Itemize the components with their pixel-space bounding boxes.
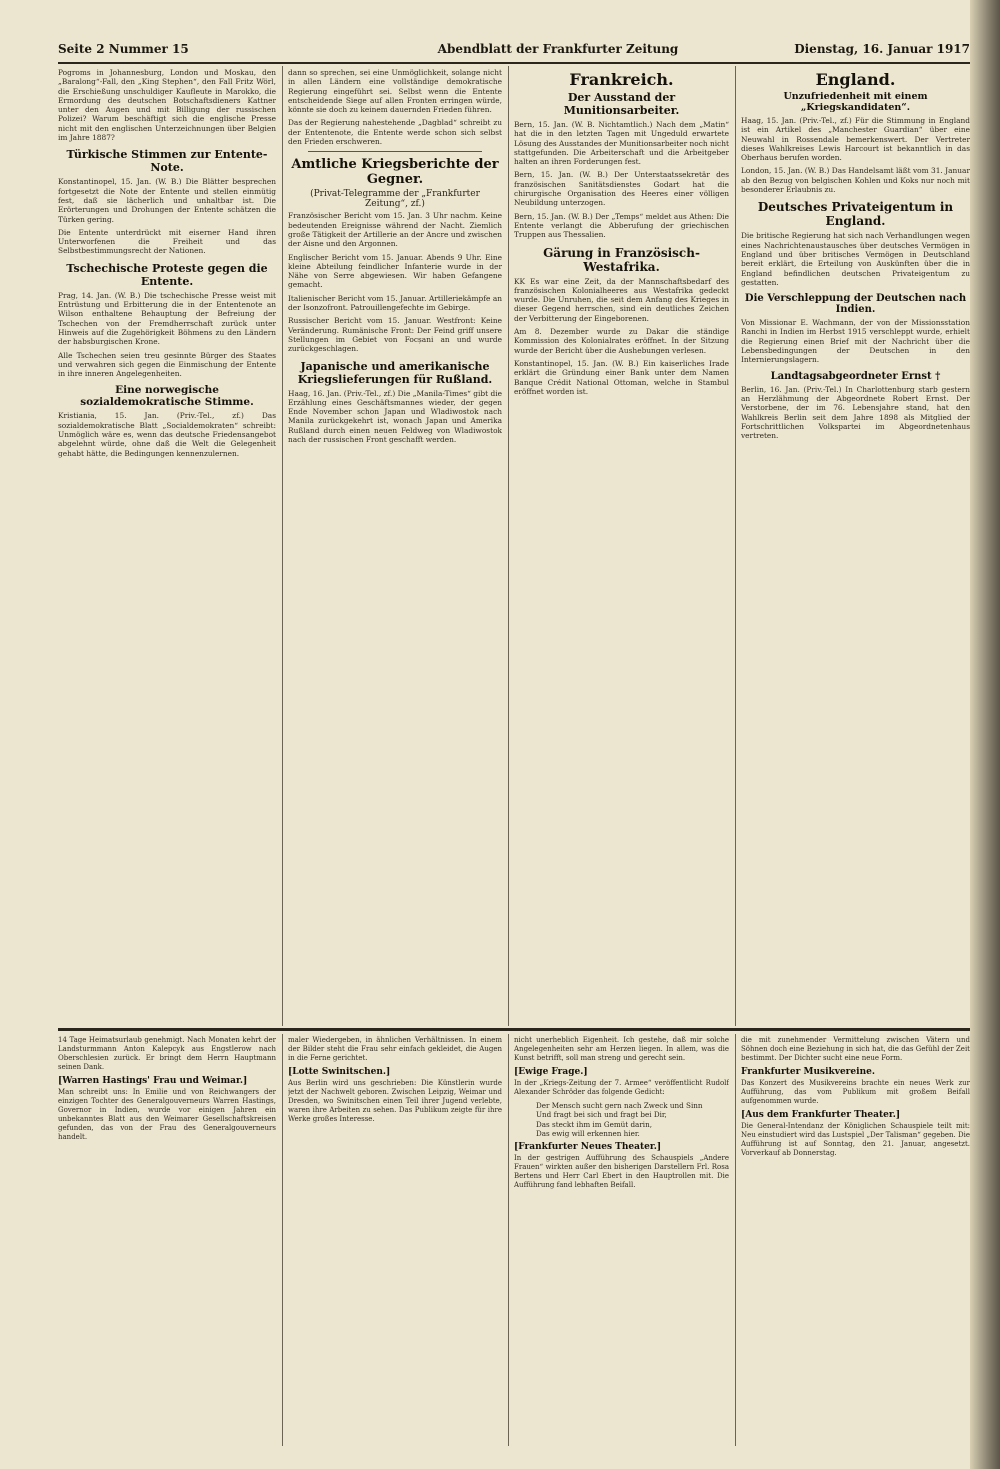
article-text: Aus Berlin wird uns geschrieben: Die Künstlerin wurde jetzt der Nachwelt geboren. Zwischen Leipzig, Weimar und Dresden, wo Swinitschen einen Teil ihrer Jugend verlebte, waren ihre Arbeiten zu sehen. Das Publikum zeigte für ihre Werke großes Interesse. <box>288 1079 502 1123</box>
article-text: Die General-Intendanz der Königlichen Schauspiele teilt mit: Neu einstudiert wird das Lustspiel „Der Talisman“ gegeben. Die Aufführung ist auf Sonntag, den 21. Januar, angesetzt. Vorverkauf ab Donnerstag. <box>741 1122 970 1157</box>
article-headline: Landtagsabgeordneter Ernst † <box>770 370 941 382</box>
feuilleton-column-3 <box>514 1036 729 1446</box>
article-text: Haag, 16. Jan. (Priv.-Tel., zf.) Die „Manila-Times“ gibt die Erzählung eines Geschäftsmannes wieder, der gegen Ende November schon Japan und Wladiwostok nach Manila zurückgekehrt ist, wonach Japan und Amerika Rußland durch einen neuen Feldweg von Wladiwostok nach der russischen Front geschafft werden. <box>288 388 502 445</box>
article-headline: [Warren Hastings' Frau und Weimar.] <box>58 1076 248 1086</box>
section-headline: Frankreich. <box>569 70 674 89</box>
article-headline: Türkische Stimmen zur Entente-Note. <box>66 148 268 175</box>
article-text: In der gestrigen Aufführung des Schauspiels „Andere Frauen“ wirkten außer den bisherigen Darstellern Frl. Rosa Bertens und Herr Carl Ebert in den Hauptrollen mit. Die Aufführung fand lebhaften Beifall. <box>514 1154 729 1190</box>
article-text: Alle Tschechen seien treu gesinnte Bürger des Staates und verwahren sich gegen die Einmischung der Entente in ihre inneren Angelegenheiten. <box>58 350 276 379</box>
article-text: Italienischer Bericht vom 15. Januar. Artilleriekämpfe an der Isonzofront. Patrouillengefechte im Gebirge. <box>288 293 502 313</box>
article-headline: Eine norwegische sozialdemokratische Stimme. <box>80 384 254 409</box>
article-text: Russischer Bericht vom 15. Januar. Westfront: Keine Veränderung. Rumänische Front: Der Feind griff unsere Stellungen im Gebiet von Focșani an und wurde zurückgeschlagen. <box>288 316 502 354</box>
article-text: London, 15. Jan. (W. B.) Das Handelsamt läßt vom 31. Januar ab den Bezug von belgischen Kohlen und Koks nur noch mit besonderer Erlaubnis zu. <box>741 166 970 195</box>
issue-date: Dienstag, 16. Januar 1917 <box>794 42 970 56</box>
column-divider <box>508 66 509 1026</box>
article-text: Pogroms in Johannesburg, London und Moskau, den „Baralong“-Fall, den „King Stephen“, den Fall Fritz Wörl, die Erschießung unschuldiger Kaufleute in Marokko, die Ermordung des deutschen Botschaftsdieners Kattner unter den Augen und mit Billigung der russischen Polizei? Warum beschäftigt sich die englische Presse nicht mit den englischen Unterzeichnungen über Belgien im Jahre 1887? <box>58 68 276 143</box>
article-text: Berlin, 16. Jan. (Priv.-Tel.) In Charlottenburg starb gestern an Herzlähmung der Abgeordnete Robert Ernst. Der Verstorbene, der im 76. Lebensjahre stand, hat den Wahlkreis Berlin seit dem Jahre 1898 als Mitglied der Fortschrittlichen Volkspartei im Abgeordnetenhaus vertreten. <box>741 384 970 441</box>
column-divider <box>282 66 283 1026</box>
column-1 <box>58 68 276 1024</box>
column-2 <box>288 68 502 1024</box>
section-headline: England. <box>815 70 896 89</box>
header-rule <box>58 62 970 64</box>
article-text: maler Wiedergeben, in ähnlichen Verhältnissen. In einem der Bilder steht die Frau sehr einfach gekleidet, die Augen in die Ferne gerichtet. <box>288 1036 502 1062</box>
article-text: Die Entente unterdrückt mit eiserner Hand ihren Unterworfenen die Freiheit und das Selbstbestimmungsrecht der Nationen. <box>58 227 276 256</box>
article-headline: Gärung in Französisch-Westafrika. <box>543 245 700 274</box>
feuilleton-rule <box>58 1028 970 1031</box>
column-divider <box>735 1034 736 1446</box>
article-text: Konstantinopel, 15. Jan. (W. B.) Ein kaiserliches Irade erklärt die Gründung einer Bank unter dem Namen Banque Crédit National Ottoman, welche in Stambul eröffnet worden ist. <box>514 358 729 396</box>
column-3 <box>514 68 729 1024</box>
article-text: Am 8. Dezember wurde zu Dakar die ständige Kommission des Kolonialrates eröffnet. In der Sitzung wurde der Bericht über die Aushebungen verlesen. <box>514 327 729 355</box>
article-headline: Die Verschleppung der Deutschen nach Indien. <box>744 293 967 316</box>
article-text: Englischer Bericht vom 15. Januar. Abends 9 Uhr. Eine kleine Abteilung feindlicher Infanterie wurde in der Nähe von Serre abgewiesen. Wir haben Gefangene gemacht. <box>288 252 502 290</box>
article-text: KK Es war eine Zeit, da der Mannschaftsbedarf des französischen Kolonialheeres aus Westafrika gedeckt wurde. Die Unruhen, die seit dem Anfang des Krieges in dieser Gegend herrschen, sind ein deutliches Zeichen der Verbitterung der Eingeborenen. <box>514 276 729 323</box>
article-text: Prag, 14. Jan. (W. B.) Die tschechische Presse weist mit Entrüstung und Erbitterung die in der Ententenote an Wilson enthaltene Behauptung der Befreiung der Tschechen von der Fremdherrschaft zurück unter Hinweis auf die Zugehörigkeit Böhmens zu den Ländern der habsburgischen Krone. <box>58 290 276 347</box>
article-text: Konstantinopel, 15. Jan. (W. B.) Die Blätter besprechen fortgesetzt die Note der Entente und stellen einmütig fest, daß sie lächerlich und unhaltbar ist. Die Erörterungen und Drohungen der Entente schätzen die Türken gering. <box>58 177 276 224</box>
article-text: Das der Regierung nahestehende „Dagblad“ schreibt zu der Ententenote, die Entente werde schon sich selbst den Frieden erschweren. <box>288 118 502 147</box>
article-text: Man schreibt uns: In Emilie und von Reichwangers der einzigen Tochter des Generalgouverneurs Warren Hastings, Governor in Indien, wurde vor einigen Jahren ein unbekanntes Blatt aus den Weimarer Gesellschaftskreisen gefunden, das von der Frau des Generalgouverneurs handelt. <box>58 1088 276 1141</box>
article-text: Kristiania, 15. Jan. (Priv.-Tel., zf.) Das sozialdemokratische Blatt „Socialdemokraten“ schreibt: Unmöglich wäre es, wenn das deutsche Friedensangebot abgelehnt würde, ohne daß die Welt die Gelegenheit gehabt hätte, die Bedingungen kennenzulernen. <box>58 411 276 458</box>
article-text: Die britische Regierung hat sich nach Verhandlungen wegen eines Nachrichtenaustausches über deutsches Vermögen in England und über britisches Vermögen in Deutschland bereit erklärt, die Erteilung von Auskünften über die in England befindlichen deutschen Privateigentum zu gestatten. <box>741 231 970 287</box>
article-headline: Der Ausstand der Munitionsarbeiter. <box>563 91 680 117</box>
article-text: die mit zunehmender Vermittelung zwischen Vätern und Söhnen doch eine Beziehung in sich hat, die das Gefühl der Zeit bestimmt. Der Dichter sucht eine neue Form. <box>741 1036 970 1062</box>
column-divider <box>508 1034 509 1446</box>
article-headline: Deutsches Privateigentum in England. <box>757 200 954 229</box>
article-text: Von Missionar E. Wachmann, der von der Missionsstation Ranchi in Indien im Herbst 1915 verschleppt wurde, erhielt die Regierung einen Brief mit der Nachricht über die Lebensbedingungen der Deutschen in den Internierungslagern. <box>741 318 970 365</box>
article-text: Bern, 15. Jan. (W. B.) Der „Temps“ meldet aus Athen: Die Entente verlangt die Abberufung der griechischen Truppen aus Thessalien. <box>514 211 729 240</box>
feuilleton-column-4 <box>741 1036 970 1446</box>
feuilleton-column-1 <box>58 1036 276 1446</box>
article-text: Französischer Bericht vom 15. Jan. 3 Uhr nachm. Keine bedeutenden Ereignisse während der Nacht. Ziemlich große Tätigkeit der Artillerie an der Ancre und zwischen der Aisne und den Argonnen. <box>288 211 502 249</box>
article-text: dann so sprechen, sei eine Unmöglichkeit, solange nicht in allen Ländern eine vollständige demokratische Regierung eingeführt sei. Selbst wenn die Entente entscheidende Siege auf allen Fronten erringen würde, könnte sie doch zu keinem dauernden Frieden führen. <box>288 68 502 115</box>
column-divider <box>735 66 736 1026</box>
article-text: 14 Tage Heimatsurlaub genehmigt. Nach Monaten kehrt der Landsturmmann Anton Kalepcyk aus Engstlerow nach Oberschlesien zurück. Er bringt dem Herrn Hauptmann seinen Dank. <box>58 1036 276 1071</box>
section-subtitle: (Privat-Telegramme der „Frankfurter Zeitung“, zf.) <box>310 189 480 210</box>
article-headline: [Frankfurter Neues Theater.] <box>514 1142 662 1153</box>
article-text: Haag, 15. Jan. (Priv.-Tel., zf.) Für die Stimmung in England ist ein Artikel des „Manchester Guardian“ über eine Neuwahl in Rossendale bemerkenswert. Der Vertreter dieses Wahlkreises Lewis Harcourt ist bekanntlich in das Oberhaus berufen worden. <box>741 116 970 163</box>
page-number-label: Seite 2 Nummer 15 <box>58 42 189 56</box>
article-headline: Tschechische Proteste gegen die Entente. <box>66 261 268 288</box>
column-divider <box>282 1034 283 1446</box>
poem-text: Der Mensch sucht gern nach Zweck und Sinn Und fragt bei sich und fragt bei Dir, Das steckt ihm im Gemüt darin, Das ewig will erkennen hier. <box>536 1101 703 1138</box>
section-headline: Amtliche Kriegsberichte der Gegner. <box>291 157 499 188</box>
feuilleton-column-2 <box>288 1036 502 1446</box>
page-binding-edge <box>970 0 1000 1469</box>
article-text: Bern, 15. Jan. (W. B. Nichtamtlich.) Nach dem „Matin“ hat die in den letzten Tagen mit Ungeduld erwartete Lösung des Ausstandes der Munitionsarbeiter noch nicht stattgefunden. Die Arbeiterschaft und die Arbeitgeber halten an ihren Forderungen fest. <box>514 120 729 167</box>
newspaper-title: Abendblatt der Frankfurter Zeitung <box>437 42 679 56</box>
article-headline: Frankfurter Musikvereine. <box>741 1067 875 1077</box>
article-text: nicht unerheblich Eigenheit. Ich gestehe, daß mir solche Angelegenheiten sehr am Herzen liegen. In allem, was die Kunst betrifft, soll man streng und gerecht sein. <box>514 1036 729 1062</box>
article-headline: [Lotte Swinitschen.] <box>288 1067 391 1077</box>
article-headline: [Aus dem Frankfurter Theater.] <box>741 1110 901 1120</box>
divider <box>308 151 482 152</box>
article-text: In der „Kriegs-Zeitung der 7. Armee“ veröffentlicht Rudolf Alexander Schröder das folgende Gedicht: <box>514 1079 729 1096</box>
column-4 <box>741 68 970 1024</box>
page-header <box>58 42 970 62</box>
article-headline: Unzufriedenheit mit einem „Kriegskandidaten“. <box>783 91 928 113</box>
article-text: Bern, 15. Jan. (W. B.) Der Unterstaatssekretär des französischen Sanitätsdienstes Godart hat die chirurgische Organisation des Heeres einer völligen Neubildung unterzogen. <box>514 170 729 208</box>
article-text: Das Konzert des Musikvereins brachte ein neues Werk zur Aufführung, das vom Publikum mit großem Beifall aufgenommen wurde. <box>741 1079 970 1105</box>
article-headline: [Ewige Frage.] <box>514 1067 588 1077</box>
article-headline: Japanische und amerikanische Kriegslieferungen für Rußland. <box>297 359 493 386</box>
